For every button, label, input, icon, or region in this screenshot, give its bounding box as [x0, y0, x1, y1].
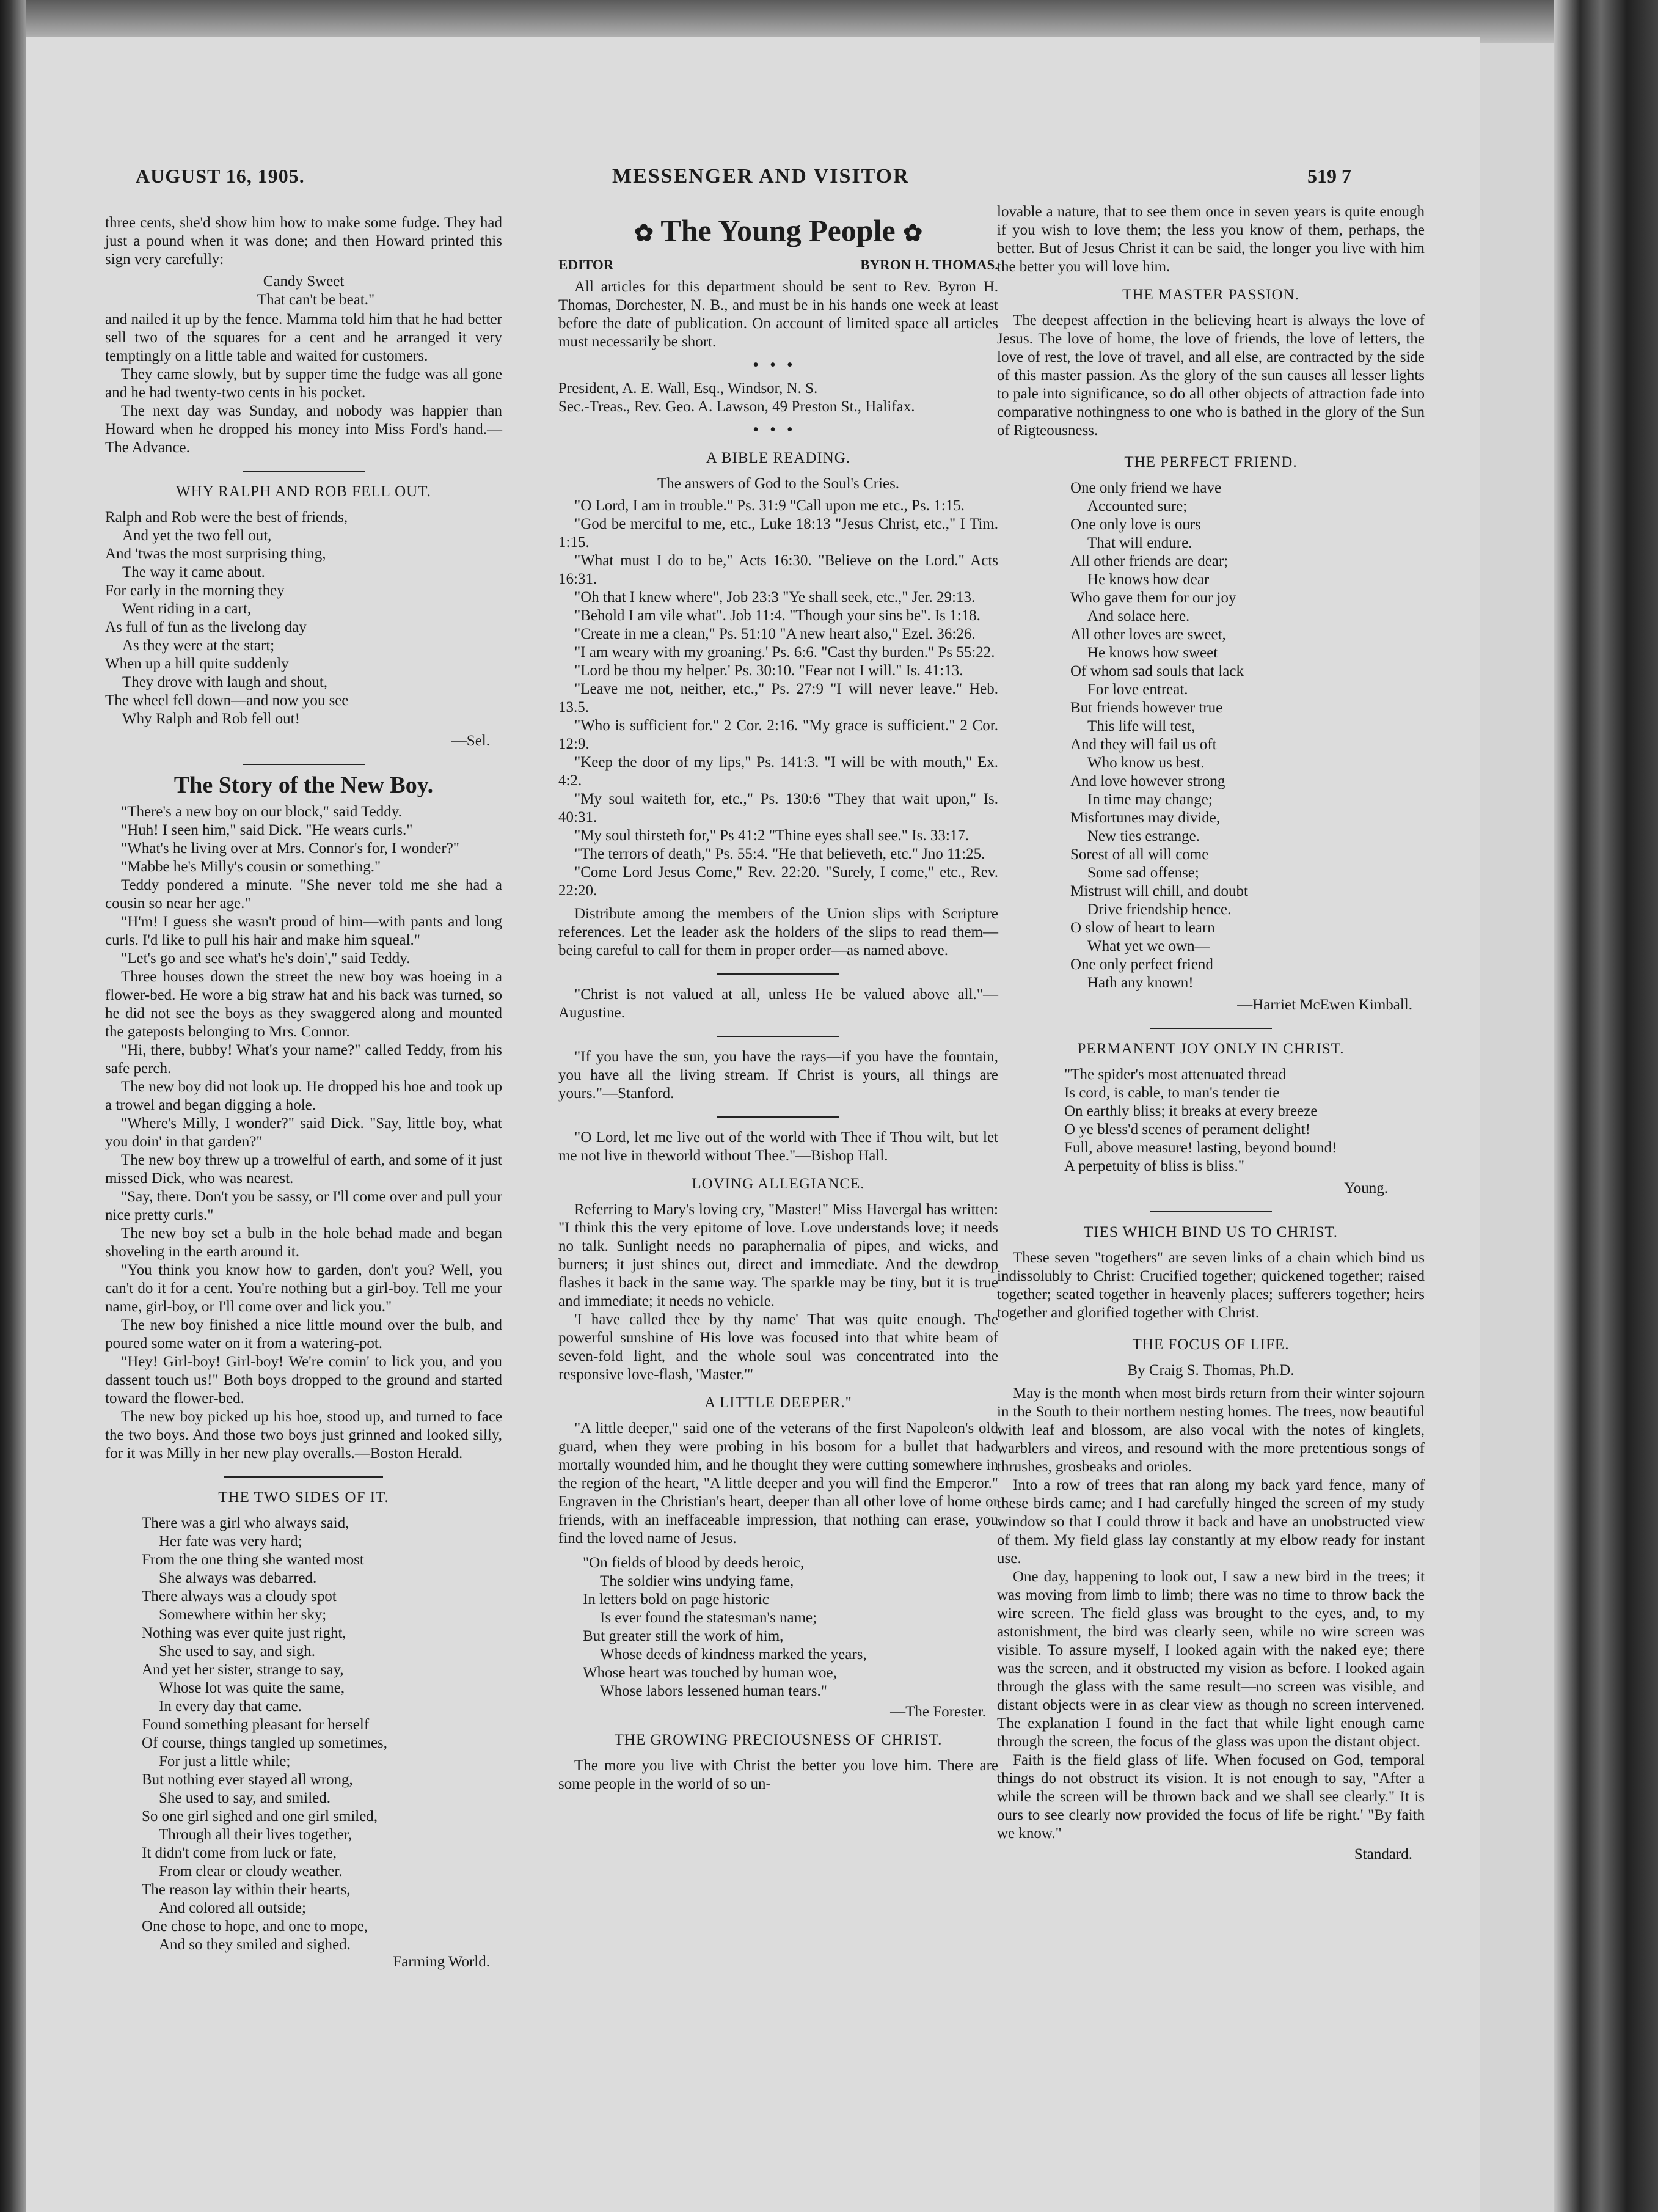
poem-line: Nothing was ever quite just right,: [142, 1625, 346, 1641]
bible-verse: "Lord be thou my helper.' Ps. 30:10. "Fear not I will." Is. 41:13.: [574, 662, 963, 679]
header-masthead: MESSENGER AND VISITOR: [612, 165, 910, 188]
poem-line: Accounted sure;: [1087, 498, 1188, 515]
column-middle: [558, 214, 998, 1793]
poem-line: They drove with laugh and shout,: [122, 674, 328, 690]
article-paragraph: Referring to Mary's loving cry, "Master!" Miss Havergal has written: "I think this the very epitome of love. Love understands love; it needs no talk. Sunlight needs no paraphernalia of pipes, and wicks, and burners; it just shines out, direct and immediate. And the dewdrop flashes it back in the same way. The sparkle may be tiny, but it is true and immediate; it needs no vehicle.: [558, 1201, 998, 1309]
quote: "Christ is not valued at all, unless He be valued above all."—Augustine.: [558, 986, 998, 1021]
article-paragraph: lovable a nature, that to see them once in seven years is quite enough if you wish to love them; the less you know of them, perhaps, the better. But of Jesus Christ it can be said, the longer you live with him the better you will love him.: [997, 203, 1425, 275]
poem-line: O ye bless'd scenes of perament delight!: [1064, 1121, 1310, 1138]
bible-verse: "Oh that I knew where", Job 23:3 "Ye shall seek, etc.," Jer. 29:13.: [574, 589, 976, 606]
poem-line: The reason lay within their hearts,: [142, 1881, 351, 1898]
section-divider: [717, 1116, 839, 1118]
bible-verse: "Behold I am vile what". Job 11:4. "Though your sins be". Is 1:18.: [574, 607, 981, 624]
poem-line: Whose deeds of kindness marked the years,: [600, 1646, 867, 1663]
poem-line: Hath any known!: [1087, 975, 1194, 991]
bible-verse: "Create in me a clean," Ps. 51:10 "A new heart also," Ezel. 36:26.: [574, 626, 976, 642]
article-paragraph: They came slowly, but by supper time the fudge was all gone and he had twenty-two cents in his pocket.: [105, 366, 502, 401]
story-paragraph: "Huh! I seen him," said Dick. "He wears curls.": [121, 822, 413, 838]
article-paragraph: Into a row of trees that ran along my back yard fence, many of these birds came; and I had carefully hinged the screen of my study window so that I could throw it back and have an unobstructed view of them. My field glass lay constantly at my elbow ready for instant use.: [997, 1477, 1425, 1567]
poem-stanza: [1070, 699, 1425, 772]
poem-line: Mistrust will chill, and doubt: [1070, 883, 1248, 899]
page-header: [26, 165, 1480, 202]
poem-line: Drive friendship hence.: [1087, 901, 1232, 918]
poem-line: He knows how dear: [1087, 571, 1210, 588]
poem-line: And colored all outside;: [159, 1900, 306, 1916]
poem-line: New ties estrange.: [1087, 828, 1200, 844]
poem-stanza: [1070, 626, 1425, 699]
section-divider: [243, 471, 365, 472]
article-byline: By Craig S. Thomas, Ph.D.: [1127, 1362, 1295, 1379]
attribution: Young.: [1344, 1180, 1388, 1196]
article-title: LOVING ALLEGIANCE.: [692, 1176, 865, 1192]
poem-line: For early in the morning they: [105, 582, 285, 599]
poem-line: For love entreat.: [1087, 681, 1188, 698]
bible-verse: "The terrors of death," Ps. 55:4. "He that believeth, etc." Jno 11:25.: [574, 846, 985, 862]
poem-line: And yet her sister, strange to say,: [142, 1661, 344, 1678]
poem-line: But greater still the work of him,: [583, 1628, 784, 1644]
article-paragraph: Faith is the field glass of life. When focused on God, temporal things do not obstruct its vision. It is not enough to say, "After a while the screen will be thrown back and we shall see clearly." It is ours to see clearly now provided the focus of life be right.' "By faith we know.": [997, 1752, 1425, 1842]
poem-line: And love however strong: [1070, 773, 1225, 789]
poem-stanza: [1070, 846, 1425, 919]
bible-verse: "My soul thirsteth for," Ps 41:2 "Thine eyes shall see." Is. 33:17.: [574, 827, 970, 844]
editor-line: [558, 256, 998, 274]
story-paragraph: The new boy finished a nice little mound over the bulb, and poured some water on it from a watering-pot.: [105, 1317, 502, 1352]
binding-edge-left: [0, 0, 26, 2212]
article-subtitle: The answers of God to the Soul's Cries.: [657, 475, 900, 492]
article-paragraph: three cents, she'd show him how to make some fudge. They had just a pound when it was done; and then Howard printed this sign very carefully:: [105, 214, 502, 268]
article-title: THE MASTER PASSION.: [1122, 287, 1299, 303]
column-left: [105, 214, 502, 1971]
section-divider: [1150, 1028, 1272, 1029]
poem-line: Ralph and Rob were the best of friends,: [105, 509, 348, 526]
header-date: AUGUST 16, 1905.: [136, 165, 305, 187]
section-masthead: [558, 213, 998, 247]
article-paragraph: Distribute among the members of the Union slips with Scripture references. Let the leader ask the holders of the slips to read them—being careful to call for them in proper order—as named above.: [558, 906, 998, 959]
ornament-icon: ✿: [634, 221, 654, 246]
poem-line: In every day that came.: [159, 1698, 302, 1715]
separator-dots: •••: [753, 356, 804, 375]
poem-line: One chose to hope, and one to mope,: [142, 1918, 368, 1935]
poem-line: There was a girl who always said,: [142, 1515, 349, 1531]
bible-verse: "What must I do to be," Acts 16:30. "Believe on the Lord." Acts 16:31.: [558, 552, 998, 587]
poem-line: But friends however true: [1070, 700, 1223, 716]
attribution: —The Forester.: [890, 1704, 986, 1720]
story-paragraph: "Say, there. Don't you be sassy, or I'll come over and pull your nice pretty curls.": [105, 1188, 502, 1223]
poem-line: And they will fail us oft: [1070, 736, 1217, 753]
officer-president: President, A. E. Wall, Esq., Windsor, N. S.: [558, 380, 818, 397]
story-paragraph: The new boy did not look up. He dropped his hoe and took up a trowel and began digging a hole.: [105, 1079, 502, 1113]
story-paragraph: Teddy pondered a minute. "She never told me she had a cousin so near her age.": [105, 877, 502, 912]
separator-dots: •••: [753, 420, 804, 439]
poem-line: In time may change;: [1087, 791, 1213, 808]
poem-line: One only perfect friend: [1070, 956, 1213, 973]
poem-line: The way it came about.: [122, 564, 265, 580]
poem-line: Sorest of all will come: [1070, 846, 1209, 863]
attribution: Farming World.: [393, 1954, 490, 1970]
poem-line: Is cord, is cable, to man's tender tie: [1064, 1085, 1280, 1101]
article-paragraph: "A little deeper," said one of the veterans of the first Napoleon's old guard, when they were probing in his bosom for a bullet that had mortally wounded him, and he thought they were cutting somewhere in the region of the heart, "A little deeper and you will find the Emperor." Engraven in the Christian's heart, deeper than all other love of home or friends, with an ineffaceable impression, that nothing can erase, you find the loved name of Jesus.: [558, 1420, 998, 1547]
notice-paragraph: All articles for this department should be sent to Rev. Byron H. Thomas, Dorchester, N. B., and must be in his hands one week at least before the date of publication. On account of limited space all articles must necessarily be short.: [558, 279, 998, 350]
article-title: THE GROWING PRECIOUSNESS OF CHRIST.: [614, 1732, 943, 1748]
quote: "If you have the sun, you have the rays—if you have the fountain, you have all the living stream. If Christ is yours, all things are yours."—Stanford.: [558, 1049, 998, 1102]
article-title: A BIBLE READING.: [706, 450, 851, 466]
candy-sign-line: That can't be beat.": [257, 291, 375, 308]
attribution: Standard.: [1354, 1846, 1412, 1862]
poem-ralph-and-rob: [105, 508, 502, 728]
poem-line: She used to say, and smiled.: [159, 1790, 331, 1806]
poem-line: For just a little while;: [159, 1753, 291, 1770]
poem-line: Is ever found the statesman's name;: [600, 1610, 817, 1626]
poem-line: But nothing ever stayed all wrong,: [142, 1771, 353, 1788]
header-page-number: 519 7: [1307, 165, 1351, 187]
poem-line: And yet the two fell out,: [122, 527, 272, 544]
poem-line: O slow of heart to learn: [1070, 920, 1215, 936]
story-paragraph: "Hi, there, bubby! What's your name?" called Teddy, from his safe perch.: [105, 1042, 502, 1077]
poem-line: Misfortunes may divide,: [1070, 810, 1221, 826]
story-paragraph: Three houses down the street the new boy was hoeing in a flower-bed. He wore a big straw hat and his back was turned, so he did not see the boys as they swaggered along and mounted the gateposts belonging to Mrs. Connor.: [105, 969, 502, 1040]
article-paragraph: One day, happening to look out, I saw a new bird in the trees; it was moving from limb to limb; there was no time to throw back the wire screen. The field glass was brought to the eyes, and, to my astonishment, the bird was clearly seen, while no wire screen was visible. To assure myself, I looked again with the naked eye; there was the screen, and it obstructed my vision as before. I looked again through the glass with the same result—no screen was visible, and distant objects were in as clear view as though no screen intervened. The explanation I found in the fact that while light enough came through the screen, the focus of the glass was upon the distant object.: [997, 1569, 1425, 1750]
poem-deeper: [583, 1554, 998, 1701]
story-paragraph: The new boy set a bulb in the hole behad made and began shoveling in the earth around it.: [105, 1225, 502, 1260]
poem-line: Her fate was very hard;: [159, 1533, 302, 1550]
poem-stanza: [1070, 772, 1425, 846]
poem-line: Of course, things tangled up sometimes,: [142, 1735, 388, 1751]
column-right: [997, 203, 1425, 1864]
poem-line: As they were at the start;: [122, 637, 275, 654]
poem-line: Whose heart was touched by human woe,: [583, 1664, 837, 1681]
poem-line: She always was debarred.: [159, 1570, 317, 1586]
bible-verse: "Who is sufficient for." 2 Cor. 2:16. "My grace is sufficient." 2 Cor. 12:9.: [558, 717, 998, 752]
poem-line: Whose labors lessened human tears.": [600, 1683, 827, 1699]
story-paragraph: The new boy picked up his hoe, stood up, and turned to face the two boys. And those two boys just grinned and looked silly, for it was Milly in her new play overalls.—Boston Herald.: [105, 1408, 502, 1462]
poem-line: As full of fun as the livelong day: [105, 619, 307, 635]
story-paragraph: "You think you know how to garden, don't you? Well, you can't do it for a cent. You're nothing but a girl-boy. Tell me your name, girl-boy, or I'll come over and lick you.": [105, 1262, 502, 1315]
article-paragraph: These seven "togethers" are seven links of a chain which bind us indissolubly to Christ: Crucified together; quickened together; raised together; seated together in heavenly places; sufferers together; heirs together and glorified together with Christ.: [997, 1250, 1425, 1321]
poem-stanza: [1070, 479, 1425, 552]
article-title: A LITTLE DEEPER.": [704, 1394, 852, 1411]
poem-line: One only love is ours: [1070, 516, 1201, 533]
poem-line: When up a hill quite suddenly: [105, 656, 289, 672]
poem-perfect-friend: [1070, 479, 1425, 992]
poem-line: Who know us best.: [1087, 755, 1205, 771]
poem-line: All other friends are dear;: [1070, 553, 1229, 569]
poem-line: He knows how sweet: [1087, 645, 1218, 661]
section-masthead-text: The Young People: [660, 213, 896, 247]
editor-label: EDITOR: [558, 257, 614, 273]
section-divider: [1150, 1211, 1272, 1212]
story-paragraph: The new boy threw up a trowelful of earth, and some of it just missed Dick, who was nearest.: [105, 1152, 502, 1187]
poem-stanza: [1070, 552, 1425, 626]
article-paragraph: May is the month when most birds return from their winter sojourn in the South to their northern nesting homes. The trees, now beautiful with leaf and blossom, are also vocal with the notes of kinglets, warblers and vireos, and resound with the more pretentious songs of thrushes, grosbeaks and orioles.: [997, 1385, 1425, 1475]
poem-line: One only friend we have: [1070, 480, 1222, 496]
poem-line: Some sad offense;: [1087, 865, 1199, 881]
poem-line: "On fields of blood by deeds heroic,: [583, 1555, 805, 1571]
article-title: THE FOCUS OF LIFE.: [1132, 1336, 1290, 1353]
section-divider: [717, 973, 839, 975]
poem-line: Whose lot was quite the same,: [159, 1680, 345, 1696]
poem-two-sides: [142, 1514, 502, 1954]
poem-line: It didn't come from luck or fate,: [142, 1845, 337, 1861]
poem-line: All other loves are sweet,: [1070, 626, 1226, 643]
story-paragraph: "Mabbe he's Milly's cousin or something.": [121, 859, 381, 875]
bible-verse: "O Lord, I am in trouble." Ps. 31:9 "Call upon me etc., Ps. 1:15.: [574, 497, 965, 514]
poem-line: Full, above measure! lasting, beyond bound!: [1064, 1140, 1337, 1156]
section-divider: [717, 1036, 839, 1037]
poem-stanza: [142, 1514, 502, 1661]
poem-line: Of whom sad souls that lack: [1070, 663, 1244, 679]
poem-line: The soldier wins undying fame,: [600, 1573, 794, 1589]
article-paragraph: and nailed it up by the fence. Mamma told him that he had better sell two of the squares for a cent and he arranged it very temptingly on a little table and waited for customers.: [105, 311, 502, 364]
story-title: The Story of the New Boy.: [173, 772, 434, 798]
editor-name: BYRON H. THOMAS.: [860, 257, 998, 273]
section-divider: [243, 764, 365, 765]
ornament-icon: ✿: [903, 221, 923, 246]
poem-line: And 'twas the most surprising thing,: [105, 546, 326, 562]
bible-verse: "God be merciful to me, etc., Luke 18:13 "Jesus Christ, etc.," I Tim. 1:15.: [558, 516, 998, 551]
poem-line: From the one thing she wanted most: [142, 1551, 364, 1568]
bible-verse: "Come Lord Jesus Come," Rev. 22:20. "Surely, I come," etc., Rev. 22:20.: [558, 864, 998, 899]
poem-line: Somewhere within her sky;: [159, 1606, 327, 1623]
article-title: TIES WHICH BIND US TO CHRIST.: [1083, 1224, 1338, 1240]
section-divider: [224, 1476, 383, 1478]
poem-line: She used to say, and sigh.: [159, 1643, 315, 1660]
book-edge-right: [1554, 0, 1658, 2212]
poem-line: So one girl sighed and one girl smiled,: [142, 1808, 378, 1825]
poem-line: Who gave them for our joy: [1070, 590, 1236, 606]
bible-verse: "Keep the door of my lips," Ps. 141:3. "I will be with mouth," Ex. 4:2.: [558, 754, 998, 789]
attribution: —Sel.: [451, 733, 490, 749]
story-paragraph: "Let's go and see what's he's doin'," said Teddy.: [121, 950, 411, 967]
poem-line: "The spider's most attenuated thread: [1064, 1066, 1287, 1083]
poem-line: There always was a cloudy spot: [142, 1588, 337, 1605]
poem-stanza: [142, 1807, 502, 1954]
article-paragraph: The next day was Sunday, and nobody was happier than Howard when he dropped his money into Miss Ford's hand.—The Advance.: [105, 403, 502, 456]
poem-line: On earthly bliss; it breaks at every breeze: [1064, 1103, 1318, 1119]
poem-line: What yet we own—: [1087, 938, 1210, 954]
story-paragraph: "What's he living over at Mrs. Connor's for, I wonder?": [121, 840, 459, 857]
poem-title: THE PERFECT FRIEND.: [1124, 454, 1298, 471]
poem-line: And so they smiled and sighed.: [159, 1936, 351, 1953]
story-paragraph: "There's a new boy on our block," said Teddy.: [121, 804, 402, 820]
poem-line: The wheel fell down—and now you see: [105, 692, 349, 709]
article-paragraph: The more you live with Christ the better you love him. There are some people in the world of so un-: [558, 1757, 998, 1792]
poem-title: WHY RALPH AND ROB FELL OUT.: [176, 483, 431, 500]
quote: "O Lord, let me live out of the world with Thee if Thou wilt, but let me not live in theworld without Thee."—Bishop Hall.: [558, 1129, 998, 1164]
story-paragraph: "H'm! I guess she wasn't proud of him—with pants and long curls. I'd like to pull his hair and make him squeal.": [105, 914, 502, 948]
poem-line: In letters bold on page historic: [583, 1591, 769, 1608]
poem-line: Why Ralph and Rob fell out!: [122, 711, 300, 727]
bible-verse: "My soul waiteth for, etc.," Ps. 130:6 "They that wait upon," Is. 40:31.: [558, 791, 998, 826]
poem-stanza: [142, 1661, 502, 1807]
poem-line: That will endure.: [1087, 535, 1192, 551]
bible-verse: "I am weary with my groaning.' Ps. 6:6. "Cast thy burden." Ps 55:22.: [574, 644, 995, 661]
poem-stanza: [1070, 919, 1425, 992]
poem-line: A perpetuity of bliss is bliss.": [1064, 1158, 1244, 1174]
poem-line: Went riding in a cart,: [122, 601, 252, 617]
poem-line: Through all their lives together,: [159, 1826, 352, 1843]
officer-secretary: Sec.-Treas., Rev. Geo. A. Lawson, 49 Preston St., Halifax.: [558, 398, 915, 415]
bible-verse: "Leave me not, neither, etc.," Ps. 27:9 "I will never leave." Heb. 13.5.: [558, 681, 998, 716]
officers-block: [558, 379, 998, 416]
newspaper-page: [26, 37, 1480, 2212]
story-paragraph: "Where's Milly, I wonder?" said Dick. "Say, little boy, what you doin' in that garden?": [105, 1115, 502, 1150]
poem-line: This life will test,: [1087, 718, 1196, 734]
poem-title: THE TWO SIDES OF IT.: [218, 1489, 389, 1506]
poem-line: And solace here.: [1087, 608, 1190, 624]
poem-line: From clear or cloudy weather.: [159, 1863, 343, 1880]
attribution: —Harriet McEwen Kimball.: [1237, 997, 1412, 1013]
article-paragraph: 'I have called thee by thy name' That was quite enough. The powerful sunshine of His love was focused into that white beam of seven-fold light, and the whole soul was concentrated into the responsive love-flash, 'Master.'": [558, 1311, 998, 1383]
poem-title: PERMANENT JOY ONLY IN CHRIST.: [1077, 1041, 1345, 1057]
story-paragraph: "Hey! Girl-boy! Girl-boy! We're comin' to lick you, and you dassent touch us!" Both boys dropped to the ground and started toward the flower-bed.: [105, 1353, 502, 1407]
poem-line: Found something pleasant for herself: [142, 1716, 370, 1733]
article-paragraph: The deepest affection in the believing heart is always the love of Jesus. The love of home, the love of friends, the love of letters, the love of rest, the love of travel, and all else, are contracted by the side of this master passion. As the glory of the sun causes all lesser lights to pale into significance, so do all other objects of attraction fade into comparative nothingness to one who is bathed in the glory of the Sun of Rigteousness.: [997, 312, 1425, 439]
poem-permanent-joy: [1064, 1066, 1425, 1176]
candy-sign-line: Candy Sweet: [263, 273, 345, 290]
